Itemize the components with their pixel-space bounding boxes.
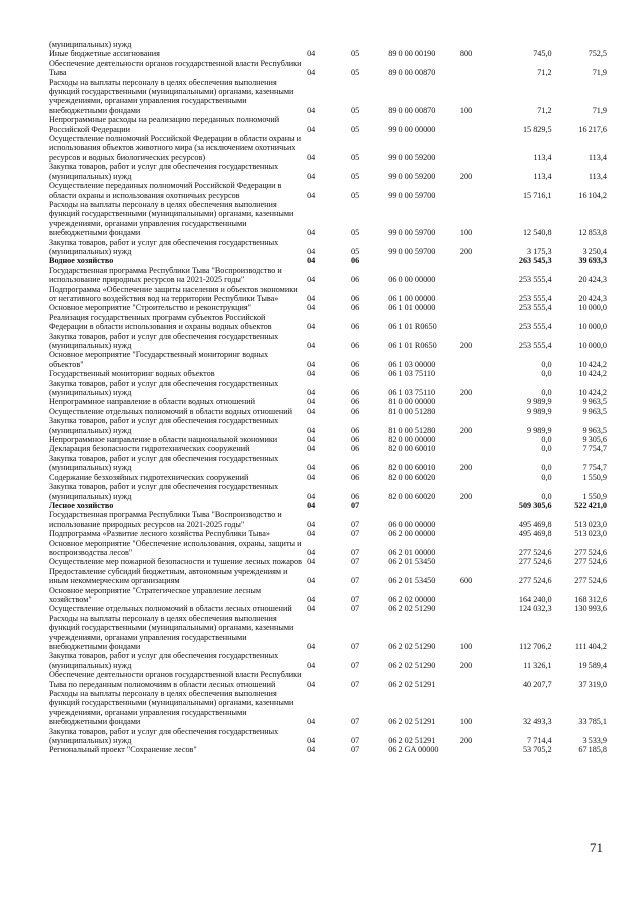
subsection-code: 06 <box>351 406 360 416</box>
row-name: Закупка товаров, работ и услуг для обеспечения государственных (муниципальных) нужд <box>49 237 279 256</box>
table-row <box>49 115 607 134</box>
subsection-code: 07 <box>351 576 360 586</box>
subsection-code: 06 <box>351 303 360 313</box>
expense-type-code: 600 <box>459 576 473 586</box>
table-row <box>49 444 607 453</box>
section-code: 04 <box>307 341 316 350</box>
table-row <box>49 416 607 435</box>
amount-year-2: 16 217,6 <box>578 124 608 134</box>
amount-year-2: 39 693,3 <box>578 256 608 266</box>
subsection-code: 07 <box>351 529 360 539</box>
row-name: Осуществление полномочий Российской Федерации в области охраны и использования объектов животного мира (за исключением охотничьих ресурсов и водных биологических ресурсов) <box>49 134 302 162</box>
amount-year-2: 33 785,1 <box>578 717 608 727</box>
table-row <box>49 745 607 754</box>
table-row <box>49 78 607 116</box>
target-article-code: 06 1 01 R0650 <box>388 341 437 350</box>
amount-year-2: 1 550,9 <box>582 472 608 482</box>
amount-year-1: 745,0 <box>533 49 552 59</box>
target-article-code: 81 0 00 00000 <box>388 397 436 407</box>
amount-year-1: 124 032,3 <box>518 604 552 614</box>
amount-year-1: 164 240,0 <box>518 594 552 604</box>
amount-year-1: 0,0 <box>541 369 552 379</box>
row-name: Предоставление субсидий бюджетным, автономным учреждениям и иным некоммерческим организациям <box>49 566 288 586</box>
row-name: Основное мероприятие "Строительство и реконструкция" <box>49 303 251 313</box>
target-article-code: 06 2 02 51290 <box>388 642 436 651</box>
target-article-code: 06 2 02 51291 <box>388 679 436 689</box>
expense-type-code: 200 <box>459 660 473 670</box>
row-name: (муниципальных) нужд <box>49 40 132 49</box>
expense-type-code: 200 <box>459 388 473 398</box>
subsection-code: 05 <box>351 124 360 134</box>
amount-year-2: 130 993,6 <box>574 604 608 614</box>
amount-year-1: 0,0 <box>541 444 552 454</box>
row-name: Государственная программа Республики Тыва "Воспроизводство и использование природных ресурсов на 2021-2025 годы" <box>49 265 282 285</box>
row-name: Региональный проект "Сохранение лесов" <box>49 745 197 755</box>
section-code: 04 <box>307 275 316 285</box>
expense-type-code: 200 <box>459 246 473 256</box>
subsection-code: 06 <box>351 444 360 454</box>
row-name: Осуществление мер пожарной безопасности и тушение лесных пожаров <box>49 557 302 567</box>
amount-year-1: 15 716,1 <box>522 190 552 200</box>
amount-year-2: 9 963,5 <box>582 406 608 416</box>
section-code: 04 <box>307 303 316 313</box>
table-row <box>49 266 607 285</box>
section-code: 04 <box>307 190 316 200</box>
section-code: 04 <box>307 491 316 501</box>
row-name: Государственная программа Республики Тыва "Воспроизводство и использование природных ресурсов на 2021-2025 годы" <box>49 510 282 529</box>
target-article-code: 99 0 00 59200 <box>388 171 436 181</box>
target-article-code: 06 2 02 00000 <box>388 594 436 604</box>
row-name: Закупка товаров, работ и услуг для обеспечения государственных (муниципальных) нужд <box>49 726 279 746</box>
amount-year-2: 20 424,3 <box>578 275 608 285</box>
amount-year-2: 71,9 <box>592 105 608 115</box>
amount-year-1: 112 706,2 <box>519 642 552 651</box>
section-code: 04 <box>307 425 316 435</box>
subsection-code: 05 <box>351 68 360 78</box>
section-code: 04 <box>307 68 316 78</box>
section-code: 04 <box>307 369 316 379</box>
target-article-code: 06 2 02 51290 <box>388 604 436 614</box>
target-article-code: 82 0 00 60020 <box>388 491 436 501</box>
expense-type-code: 800 <box>459 49 473 59</box>
row-name: Обеспечение деятельности органов государственной власти Республики Тыва по переданным полномочиям в области лесных отношений <box>49 670 302 689</box>
expense-type-code: 100 <box>459 642 473 651</box>
section-code: 04 <box>307 293 316 303</box>
amount-year-2: 752,5 <box>588 49 608 59</box>
row-name: Подпрограмма «Обеспечение защиты населения и объектов экономики от негативного воздействия вод на территории Республики Тыва» <box>49 284 298 303</box>
expense-type-code: 200 <box>459 425 473 435</box>
table-row <box>49 727 607 746</box>
row-name: Осуществление отдельных полномочий в области лесных отношений <box>49 604 292 614</box>
section-code: 04 <box>307 359 316 369</box>
table-row <box>49 134 607 162</box>
amount-year-2: 277 524,6 <box>574 576 608 586</box>
target-article-code: 99 0 00 59200 <box>388 152 436 162</box>
table-row <box>49 614 607 652</box>
section-code: 04 <box>307 49 316 59</box>
table-row <box>49 567 607 586</box>
amount-year-1: 0,0 <box>541 388 552 398</box>
section-code: 04 <box>307 152 316 162</box>
section-code: 04 <box>307 105 316 115</box>
section-code: 04 <box>307 472 316 482</box>
section-code: 04 <box>307 322 316 332</box>
section-code: 04 <box>307 736 316 746</box>
subsection-code: 07 <box>351 604 360 614</box>
target-article-code: 81 0 00 51280 <box>388 425 436 435</box>
target-article-code: 82 0 00 60010 <box>388 444 436 454</box>
amount-year-2: 522 421,0 <box>574 500 608 510</box>
table-row <box>49 369 607 378</box>
amount-year-1: 9 989,9 <box>527 397 552 407</box>
subsection-code: 06 <box>351 369 360 379</box>
subsection-code: 05 <box>351 105 360 115</box>
subsection-code: 06 <box>351 359 360 369</box>
table-row <box>49 181 607 200</box>
amount-year-1: 0,0 <box>541 359 552 369</box>
amount-year-1: 32 493,3 <box>522 717 552 727</box>
row-name: Подпрограмма «Развитие лесного хозяйства Республики Тыва» <box>49 529 270 539</box>
expense-type-code: 100 <box>459 105 473 115</box>
row-name: Закупка товаров, работ и услуг для обеспечения государственных (муниципальных) нужд <box>49 482 279 501</box>
row-name: Водное хозяйство <box>49 256 114 266</box>
budget-table <box>49 40 607 755</box>
subsection-code: 05 <box>351 171 360 181</box>
subsection-code: 07 <box>351 557 360 567</box>
amount-year-1: 253 555,4 <box>518 303 552 313</box>
table-row <box>49 40 607 49</box>
row-name: Расходы на выплаты персоналу в целях обеспечения выполнения функций государственными (муниципальными) органами, казенными учреждениями, органами управления государственными внебюджетными фондами <box>49 613 294 651</box>
table-row <box>49 689 607 727</box>
amount-year-2: 10 424,2 <box>578 359 608 369</box>
row-name: Закупка товаров, работ и услуг для обеспечения государственных (муниципальных) нужд <box>49 651 279 670</box>
amount-year-2: 71,9 <box>592 68 608 78</box>
table-row <box>49 238 607 257</box>
row-name: Закупка товаров, работ и услуг для обеспечения государственных (муниципальных) нужд <box>49 416 279 435</box>
row-name: Непрограммное направление в области национальной экономики <box>49 435 278 445</box>
amount-year-1: 277 524,6 <box>518 557 552 567</box>
subsection-code: 07 <box>351 547 360 557</box>
amount-year-2: 513 023,0 <box>574 519 608 529</box>
amount-year-1: 253 555,4 <box>518 293 552 303</box>
amount-year-2: 9 305,6 <box>582 435 608 445</box>
table-row <box>49 407 607 416</box>
section-code: 04 <box>307 717 316 727</box>
amount-year-1: 113,4 <box>533 152 552 162</box>
amount-year-1: 7 714,4 <box>527 736 552 746</box>
subsection-code: 06 <box>351 388 360 398</box>
target-article-code: 89 0 00 00190 <box>388 49 436 59</box>
table-row <box>49 670 607 689</box>
amount-year-1: 3 175,3 <box>527 246 552 256</box>
target-article-code: 06 1 01 R0650 <box>388 322 437 332</box>
table-row <box>49 529 607 538</box>
target-article-code: 99 0 00 00000 <box>388 124 436 134</box>
target-article-code: 81 0 00 51280 <box>388 406 436 416</box>
page-number: 71 <box>590 840 603 855</box>
subsection-code: 06 <box>351 341 360 350</box>
amount-year-1: 71,2 <box>537 68 552 78</box>
amount-year-1: 277 524,6 <box>518 576 552 586</box>
amount-year-2: 37 319,0 <box>578 679 608 689</box>
amount-year-1: 0,0 <box>541 435 552 445</box>
row-name: Непрограммные расходы на реализацию переданных полномочий Российской Федерации <box>49 115 280 134</box>
amount-year-1: 253 555,4 <box>518 322 552 332</box>
table-row <box>49 313 607 332</box>
expense-type-code: 100 <box>459 228 473 238</box>
subsection-code: 06 <box>351 256 360 266</box>
subsection-code: 07 <box>351 660 360 670</box>
table-row <box>49 162 607 181</box>
amount-year-1: 0,0 <box>541 463 552 473</box>
row-name: Обеспечение деятельности органов государственной власти Республики Тыва <box>49 58 302 78</box>
section-code: 04 <box>307 397 316 407</box>
section-code: 04 <box>307 576 316 586</box>
target-article-code: 89 0 00 00870 <box>388 105 436 115</box>
table-row <box>49 482 607 501</box>
section-code: 04 <box>307 557 316 567</box>
target-article-code: 06 1 03 75110 <box>388 369 436 379</box>
amount-year-1: 9 989,9 <box>527 425 552 435</box>
amount-year-2: 20 424,3 <box>578 293 608 303</box>
subsection-code: 05 <box>351 246 360 256</box>
expense-type-code: 200 <box>459 491 473 501</box>
subsection-code: 06 <box>351 463 360 473</box>
amount-year-2: 12 853,8 <box>578 228 608 238</box>
amount-year-2: 9 963,5 <box>582 397 608 407</box>
section-code: 04 <box>307 500 316 510</box>
subsection-code: 05 <box>351 228 360 238</box>
table-row <box>49 435 607 444</box>
table-row <box>49 397 607 406</box>
subsection-code: 06 <box>351 472 360 482</box>
section-code: 04 <box>307 406 316 416</box>
section-code: 04 <box>307 594 316 604</box>
target-article-code: 06 2 01 00000 <box>388 547 436 557</box>
subsection-code: 07 <box>351 519 360 529</box>
amount-year-1: 509 305,6 <box>518 500 552 510</box>
row-name: Основное мероприятие "Обеспечение использования, охраны, защиты и воспроизводства лесов" <box>49 538 302 557</box>
amount-year-2: 3 250,4 <box>582 246 608 256</box>
row-name: Основное мероприятие "Стратегическое управление лесным хозяйством" <box>49 585 262 604</box>
row-name: Расходы на выплаты персоналу в целях обеспечения выполнения функций государственными (муниципальными) органами, казенными учреждениями, органами управления государственными внебюджетными фондами <box>49 199 294 238</box>
section-code: 04 <box>307 604 316 614</box>
amount-year-1: 9 989,9 <box>527 406 552 416</box>
section-code: 04 <box>307 246 316 256</box>
amount-year-2: 16 104,2 <box>578 190 608 200</box>
section-code: 04 <box>307 529 316 539</box>
amount-year-2: 1 550,9 <box>582 491 608 501</box>
amount-year-1: 0,0 <box>541 491 552 501</box>
target-article-code: 06 1 03 75110 <box>388 388 436 398</box>
section-code: 04 <box>307 679 316 689</box>
subsection-code: 05 <box>351 49 360 59</box>
expense-type-code: 200 <box>459 736 473 746</box>
amount-year-2: 10 424,2 <box>578 388 608 398</box>
target-article-code: 06 2 02 51290 <box>388 660 436 670</box>
section-code: 04 <box>307 435 316 445</box>
expense-type-code: 100 <box>459 717 473 727</box>
section-code: 04 <box>307 444 316 454</box>
table-row <box>49 379 607 398</box>
target-article-code: 06 2 01 53450 <box>388 576 436 586</box>
target-article-code: 99 0 00 59700 <box>388 228 436 238</box>
subsection-code: 06 <box>351 435 360 445</box>
section-code: 04 <box>307 171 316 181</box>
table-row <box>49 510 607 529</box>
target-article-code: 06 1 00 00000 <box>388 293 436 303</box>
subsection-code: 06 <box>351 425 360 435</box>
section-code: 04 <box>307 642 316 651</box>
target-article-code: 06 2 02 51291 <box>388 717 436 727</box>
section-code: 04 <box>307 463 316 473</box>
row-name: Декларация безопасности гидротехнических сооружений <box>49 444 250 454</box>
amount-year-1: 53 705,2 <box>522 745 552 755</box>
amount-year-1: 263 545,3 <box>518 256 552 266</box>
amount-year-1: 40 207,7 <box>522 679 552 689</box>
amount-year-2: 67 185,8 <box>578 745 608 755</box>
subsection-code: 07 <box>351 594 360 604</box>
amount-year-2: 168 312,6 <box>574 594 608 604</box>
target-article-code: 06 2 00 00000 <box>388 529 436 539</box>
row-name: Расходы на выплаты персоналу в целях обеспечения выполнения функций государственными (муниципальными) органами, казенными учреждениями, органами управления государственными внебюджетными фондами <box>49 77 294 115</box>
amount-year-1: 15 829,5 <box>522 124 552 134</box>
table-row <box>49 454 607 473</box>
target-article-code: 89 0 00 00870 <box>388 68 436 78</box>
amount-year-2: 10 000,0 <box>578 303 608 313</box>
subsection-code: 06 <box>351 491 360 501</box>
target-article-code: 06 1 03 00000 <box>388 359 436 369</box>
target-article-code: 06 2 GA 00000 <box>388 745 439 755</box>
section-code: 04 <box>307 228 316 238</box>
table-row <box>49 49 607 58</box>
target-article-code: 82 0 00 60020 <box>388 472 436 482</box>
row-name: Иные бюджетные ассигнования <box>49 49 160 59</box>
subsection-code: 06 <box>351 275 360 285</box>
table-row <box>49 200 607 238</box>
table-row <box>49 303 607 312</box>
subsection-code: 07 <box>351 500 360 510</box>
amount-year-2: 7 754,7 <box>582 463 608 473</box>
table-row <box>49 586 607 605</box>
subsection-code: 06 <box>351 293 360 303</box>
target-article-code: 06 0 00 00000 <box>388 519 436 529</box>
table-row <box>49 501 607 510</box>
table-row <box>49 285 607 304</box>
amount-year-2: 3 533,9 <box>582 736 608 746</box>
row-name: Реализация государственных программ субъектов Российской Федерации в области использования и охраны водных объектов <box>49 312 272 332</box>
subsection-code: 05 <box>351 152 360 162</box>
target-article-code: 99 0 00 59700 <box>388 246 436 256</box>
table-row <box>49 256 607 265</box>
row-name: Лесное хозяйство <box>49 500 114 510</box>
amount-year-2: 277 524,6 <box>574 547 608 557</box>
row-name: Расходы на выплаты персоналу в целях обеспечения выполнения функций государственными (муниципальными) органами, казенными учреждениями, органами управления государственными внебюджетными фондами <box>49 689 294 727</box>
subsection-code: 07 <box>351 736 360 746</box>
table-row <box>49 604 607 613</box>
amount-year-1: 0,0 <box>541 472 552 482</box>
section-code: 04 <box>307 388 316 398</box>
target-article-code: 82 0 00 60010 <box>388 463 436 473</box>
row-name: Осуществление переданных полномочий Российской Федерации в области охраны и использования охотничьих ресурсов <box>49 181 282 200</box>
amount-year-1: 495 469,8 <box>518 529 552 539</box>
amount-year-2: 111 404,2 <box>574 642 608 651</box>
row-name: Государственный мониторинг водных объектов <box>49 369 215 379</box>
target-article-code: 06 2 01 53450 <box>388 557 436 567</box>
expense-type-code: 200 <box>459 171 473 181</box>
amount-year-1: 253 555,4 <box>518 275 552 285</box>
target-article-code: 06 2 02 51291 <box>388 736 436 746</box>
expense-type-code: 200 <box>459 341 473 350</box>
expense-type-code: 200 <box>459 463 473 473</box>
table-row <box>49 539 607 558</box>
section-code: 04 <box>307 547 316 557</box>
row-name: Закупка товаров, работ и услуг для обеспечения государственных (муниципальных) нужд <box>49 378 279 398</box>
target-article-code: 06 0 00 00000 <box>388 275 436 285</box>
table-row <box>49 332 607 351</box>
amount-year-2: 7 754,7 <box>582 444 608 454</box>
table-row <box>49 59 607 78</box>
row-name: Непрограммное направление в области водных отношений <box>49 397 256 407</box>
row-name: Осуществление отдельных полномочий в области водных отношений <box>49 406 292 416</box>
amount-year-2: 113,4 <box>588 171 608 181</box>
section-code: 04 <box>307 519 316 529</box>
subsection-code: 07 <box>351 679 360 689</box>
amount-year-2: 513 023,0 <box>574 529 608 539</box>
section-code: 04 <box>307 745 316 755</box>
amount-year-2: 9 963,5 <box>582 425 608 435</box>
table-row <box>49 350 607 369</box>
table-row <box>49 651 607 670</box>
subsection-code: 07 <box>351 642 360 651</box>
amount-year-1: 253 555,4 <box>518 341 552 350</box>
row-name: Содержание безхозяйных гидротехнических сооружений <box>49 472 249 482</box>
amount-year-2: 113,4 <box>588 152 608 162</box>
section-code: 04 <box>307 124 316 134</box>
target-article-code: 06 1 01 00000 <box>388 303 436 313</box>
target-article-code: 99 0 00 59700 <box>388 190 436 200</box>
amount-year-1: 113,4 <box>533 171 552 181</box>
subsection-code: 06 <box>351 322 360 332</box>
table-row <box>49 557 607 566</box>
amount-year-1: 71,2 <box>537 105 552 115</box>
amount-year-2: 10 000,0 <box>578 322 608 332</box>
amount-year-2: 19 589,4 <box>578 660 608 670</box>
row-name: Закупка товаров, работ и услуг для обеспечения государственных (муниципальных) нужд <box>49 162 279 181</box>
amount-year-2: 277 524,6 <box>574 557 608 567</box>
target-article-code: 82 0 00 00000 <box>388 435 436 445</box>
subsection-code: 06 <box>351 397 360 407</box>
section-code: 04 <box>307 256 316 266</box>
subsection-code: 05 <box>351 190 360 200</box>
section-code: 04 <box>307 660 316 670</box>
amount-year-1: 495 469,8 <box>518 519 552 529</box>
amount-year-1: 277 524,6 <box>518 547 552 557</box>
amount-year-1: 11 326,1 <box>523 660 552 670</box>
amount-year-2: 10 000,0 <box>578 341 608 350</box>
amount-year-2: 10 424,2 <box>578 369 608 379</box>
subsection-code: 07 <box>351 745 360 755</box>
row-name: Основное мероприятие "Государственный мониторинг водных объектов" <box>49 350 269 369</box>
table-row <box>49 473 607 482</box>
row-name: Закупка товаров, работ и услуг для обеспечения государственных (муниципальных) нужд <box>49 331 279 350</box>
amount-year-1: 12 540,8 <box>522 228 552 238</box>
row-name: Закупка товаров, работ и услуг для обеспечения государственных (муниципальных) нужд <box>49 453 279 473</box>
subsection-code: 07 <box>351 717 360 727</box>
